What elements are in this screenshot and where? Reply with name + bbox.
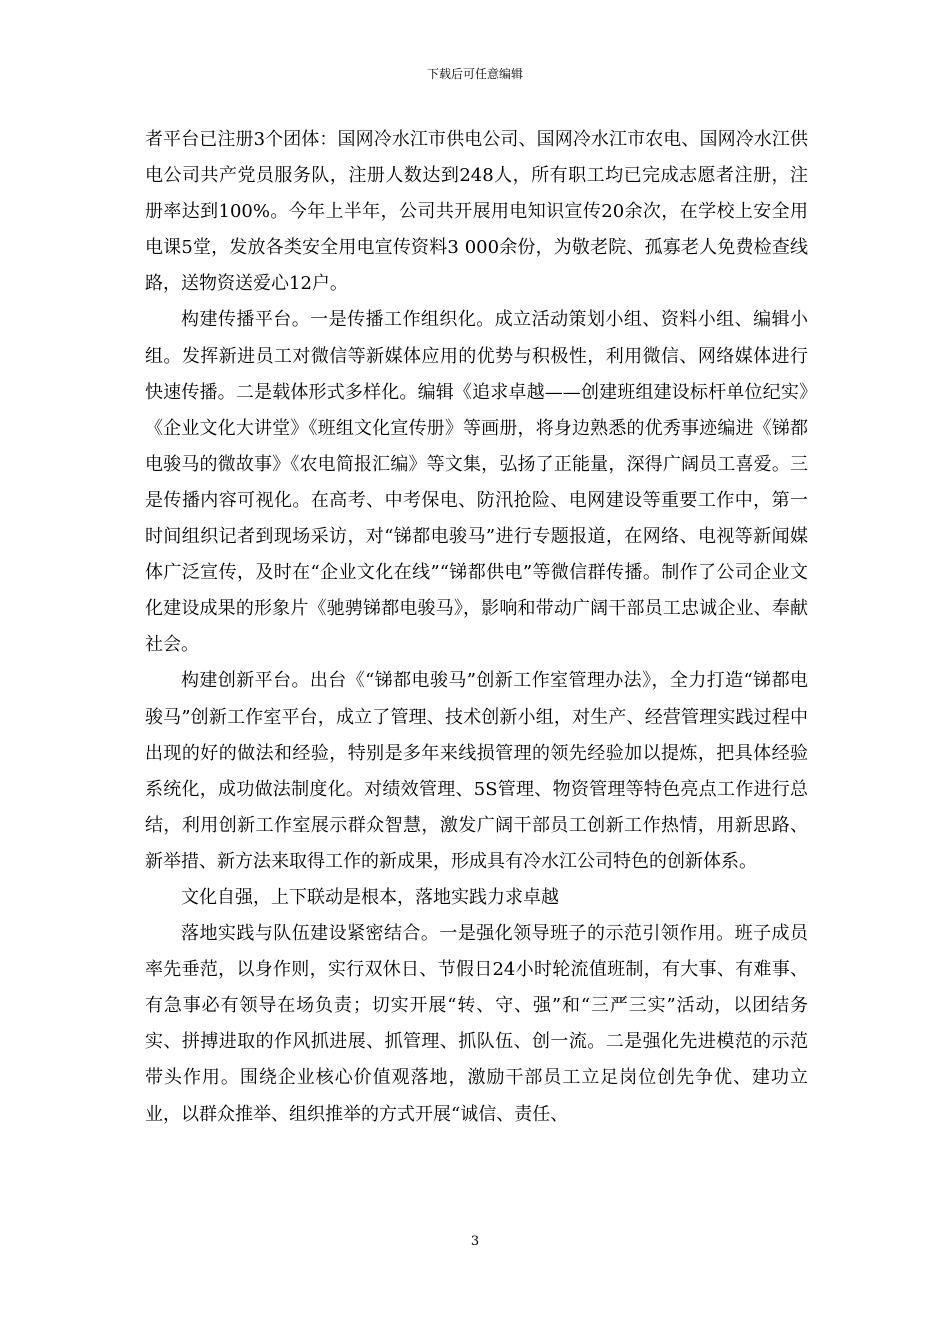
page-header: 下载后可任意编辑 <box>426 67 523 81</box>
document-body <box>145 122 808 1133</box>
paragraph-innovation-platform: 构建创新平台。出台《“锑都电骏马”创新工作室管理办法》，全力打造“锑都电骏马”创新工作室平台，成立了管理、技术创新小组，对生产、经营管理实践过程中出现的好的做法和经验，特别是多年来线损管理的领先经验加以提炼，把具体经验系统化，成功做法制度化。对绩效管理、5S管理、物资管理等特色亮点工作进行总结，利用创新工作室展示群众智慧，激发广阔干部员工创新工作热情，用新思路、新举措、新方法来取得工作的新成果，形成具有冷水江公司特色的创新体系。 <box>145 670 808 872</box>
page-number: 3 <box>470 1234 480 1249</box>
paragraph-continuation: 者平台已注册3个团体：国网冷水江市供电公司、国网冷水江市农电、国网冷水江供电公司共产党员服务队，注册人数达到248人，所有职工均已完成志愿者注册，注册率达到100%。今年上半年，公司共开展用电知识宣传20余次，在学校上安全用电课5堂，发放各类安全用电宣传资料3 000余份，为敬老院、孤寡老人免费检查线路，送物资送爱心12户。 <box>145 129 808 295</box>
paragraph-communication-platform: 构建传播平台。一是传播工作组织化。成立活动策划小组、资料小组、编辑小组。发挥新进员工对微信等新媒体应用的优势与积极性，利用微信、网络媒体进行快速传播。二是载体形式多样化。编辑《追求卓越——创建班组建设标杆单位纪实》《企业文化大讲堂》《班组文化宣传册》等画册，将身边熟悉的优秀事迹编进《锑都电骏马的微故事》《农电简报汇编》等文集，弘扬了正能量，深得广阔员工喜爱。三是传播内容可视化。在高考、中考保电、防汛抢险、电网建设等重要工作中，第一时间组织记者到现场采访，对“锑都电骏马”进行专题报道，在网络、电视等新闻媒体广泛宣传，及时在“企业文化在线”“锑都供电”等微信群传播。制作了公司企业文化建设成果的形象片《驰骋锑都电骏马》，影响和带动广阔干部员工忠诚企业、奉献社会。 <box>145 309 808 656</box>
paragraph-team-building: 落地实践与队伍建设紧密结合。一是强化领导班子的示范引领作用。班子成员率先垂范，以身作则，实行双休日、节假日24小时轮流值班制，有大事、有难事、有急事必有领导在场负责；切实开展“转、守、强”和“三严三实”活动，以团结务实、拼搏进取的作风抓进展、抓管理、抓队伍、创一流。二是强化先进模范的示范带头作用。围绕企业核心价值观落地，激励干部员工立足岗位创先争优、建功立业，以群众推举、组织推举的方式开展“诚信、责任、 <box>145 923 808 1125</box>
section-heading: 文化自强，上下联动是根本，落地实践力求卓越 <box>181 886 559 908</box>
